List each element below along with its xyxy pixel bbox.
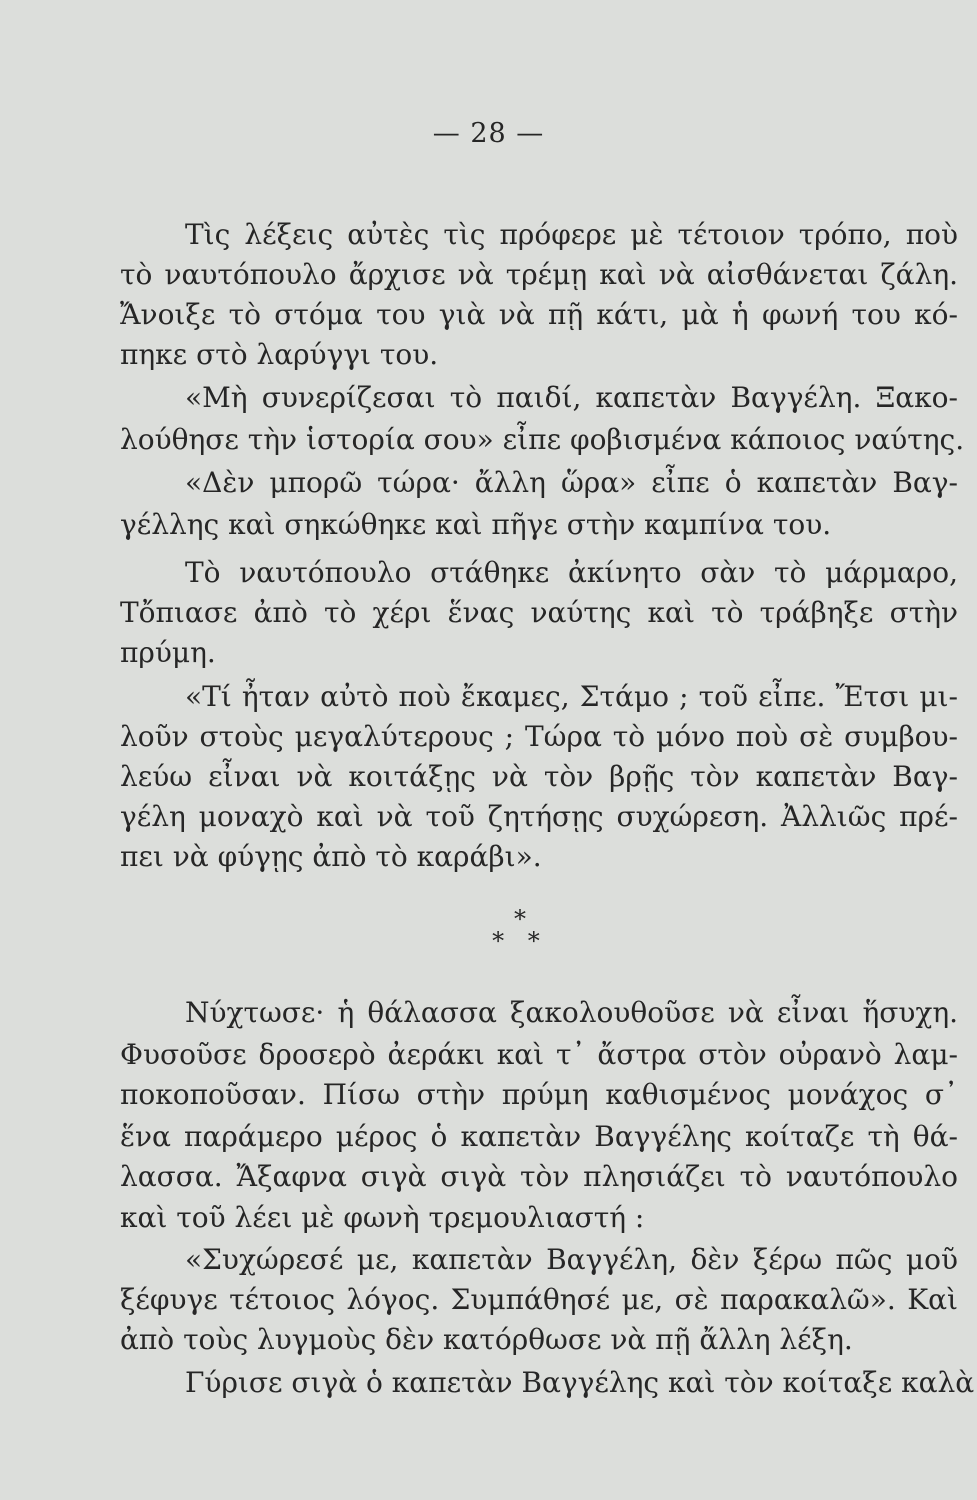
page-number: — 28 — (432, 118, 545, 149)
text-line: τὸ ναυτόπουλο ἄρχισε νὰ τρέμῃ καὶ νὰ αἰσθάνεται ζάλη. (120, 258, 958, 291)
text-line: λασσα. Ἄξαφνα σιγὰ σιγὰ τὸν πλησιάζει τὸ ναυτόπουλο (120, 1160, 958, 1193)
text-line: Τὶς λέξεις αὐτὲς τὶς πρόφερε μὲ τέτοιον τρόπο, ποὺ (185, 218, 958, 251)
text-line: ἀπὸ τοὺς λυγμοὺς δὲν κατόρθωσε νὰ πῇ ἄλλη λέξη. (120, 1323, 853, 1356)
text-line: «Τί ἦταν αὐτὸ ποὺ ἔκαμες, Στάμο ; τοῦ εἶπε. Ἔτσι μι- (185, 680, 958, 713)
text-line: «Συχώρεσέ με, καπετὰν Βαγγέλη, δὲν ξέρω πῶς μοῦ (185, 1243, 958, 1276)
section-separator (490, 905, 550, 955)
text-line: πηκε στὸ λαρύγγι του. (120, 338, 439, 371)
text-line: Ἄνοιξε τὸ στόμα του γιὰ νὰ πῇ κάτι, μὰ ἡ φωνή του κό- (120, 298, 958, 331)
text-line: πει νὰ φύγῃς ἀπὸ τὸ καράβι». (120, 840, 542, 873)
text-line: «Μὴ συνερίζεσαι τὸ παιδί, καπετὰν Βαγγέλη. Ξακο- (185, 381, 958, 414)
text-line: γέλλης καὶ σηκώθηκε καὶ πῆγε στὴν καμπίνα του. (120, 508, 832, 541)
text-line: Νύχτωσε· ἡ θάλασσα ξακολουθοῦσε νὰ εἶναι ἥσυχη. (185, 996, 958, 1029)
text-line: λοῦν στοὺς μεγαλύτερους ; Τώρα τὸ μόνο ποὺ σὲ συμβου- (120, 720, 958, 753)
text-line: γέλη μοναχὸ καὶ νὰ τοῦ ζητήσῃς συχώρεση. Ἀλλιῶς πρέ- (120, 800, 958, 833)
text-line: Τὸ ναυτόπουλο στάθηκε ἀκίνητο σὰν τὸ μάρμαρο, (185, 556, 958, 589)
separator-star-top: * (514, 905, 526, 933)
text-line: πρύμη. (120, 636, 216, 669)
text-line: ποκοποῦσαν. Πίσω στὴν πρύμη καθισμένος μονάχος σ᾽ (120, 1078, 958, 1111)
text-line: Γύρισε σιγὰ ὁ καπετὰν Βαγγέλης καὶ τὸν κοίταξε καλὰ (185, 1366, 975, 1399)
text-line: καὶ τοῦ λέει μὲ φωνὴ τρεμουλιαστή : (120, 1201, 645, 1234)
text-line: Φυσοῦσε δροσερὸ ἀεράκι καὶ τ᾽ ἄστρα στὸν οὐρανὸ λαμ- (120, 1038, 958, 1071)
text-line: ξέφυγε τέτοιος λόγος. Συμπάθησέ με, σὲ παρακαλῶ». Καὶ (120, 1283, 958, 1316)
text-line: Τὄπιασε ἀπὸ τὸ χέρι ἕνας ναύτης καὶ τὸ τράβηξε στὴν (120, 596, 958, 629)
text-line: ἕνα παράμερο μέρος ὁ καπετὰν Βαγγέλης κοίταζε τὴ θά- (120, 1120, 958, 1153)
text-line: «Δὲν μπορῶ τώρα· ἄλλη ὥρα» εἶπε ὁ καπετὰν Βαγ- (185, 466, 958, 499)
text-line: λούθησε τὴν ἱστορία σου» εἶπε φοβισμένα κάποιος ναύτης. (120, 423, 965, 456)
separator-stars-bottom: * * (492, 927, 548, 955)
text-line: λεύω εἶναι νὰ κοιτάξῃς νὰ τὸν βρῇς τὸν καπετὰν Βαγ- (120, 760, 958, 793)
